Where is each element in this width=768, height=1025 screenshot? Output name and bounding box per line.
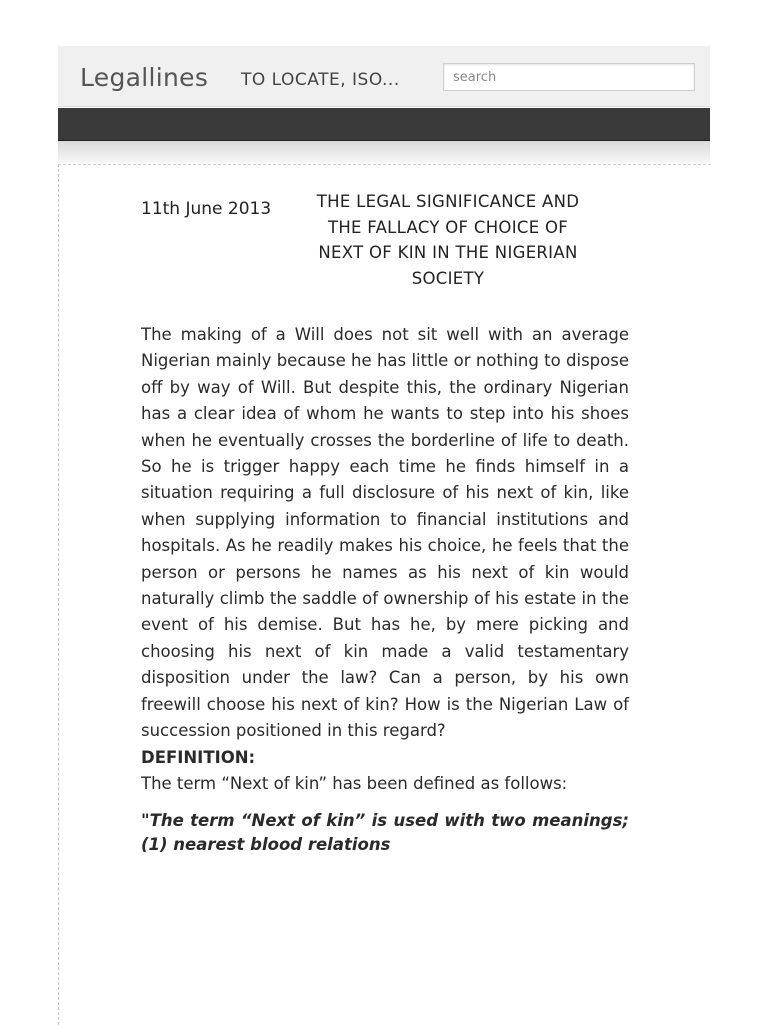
- page-frame: [58, 46, 710, 1024]
- paragraph-intro: The making of a Will does not sit well with an average Nigerian mainly because he has little or nothing to dispose off by way of Will. But despite this, the ordinary Nigerian has a clear idea of whom he wants to step into his shoes when he eventually crosses the borderline of life to death. So he is trigger happy each time he finds himself in a situation requiring a full disclosure of his next of kin, like when supplying information to financial institutions and hospitals. As he readily makes his choice, he feels that the person or persons he names as his next of kin would naturally climb the saddle of ownership of his estate in the event of his demise. But has he, by mere picking and choosing his next of kin made a valid testamentary disposition under the law? Can a person, by his own freewill choose his next of kin? How is the Nigerian Law of succession positioned in this regard?: [141, 325, 629, 741]
- nav-shadow: [58, 141, 710, 163]
- site-tagline: TO LOCATE, ISO...: [241, 70, 400, 90]
- site-header: [58, 46, 710, 107]
- definition-quote: "The term “Next of kin” is used with two meanings; (1) nearest blood relations: [141, 811, 629, 855]
- paragraph-definition: The term “Next of kin” has been defined as follows:: [141, 773, 568, 793]
- site-title[interactable]: Legallines: [80, 63, 209, 92]
- definition-heading: DEFINITION:: [141, 747, 256, 767]
- content-area: [58, 164, 711, 1025]
- search-input[interactable]: [443, 63, 695, 91]
- article-title: THE LEGAL SIGNIFICANCE AND THE FALLACY OF CHOICE OF NEXT OF KIN IN THE NIGERIAN SOCIETY: [316, 192, 580, 288]
- article-body: [141, 322, 629, 857]
- post-date: 11th June 2013: [141, 199, 272, 219]
- nav-bar: [58, 108, 710, 141]
